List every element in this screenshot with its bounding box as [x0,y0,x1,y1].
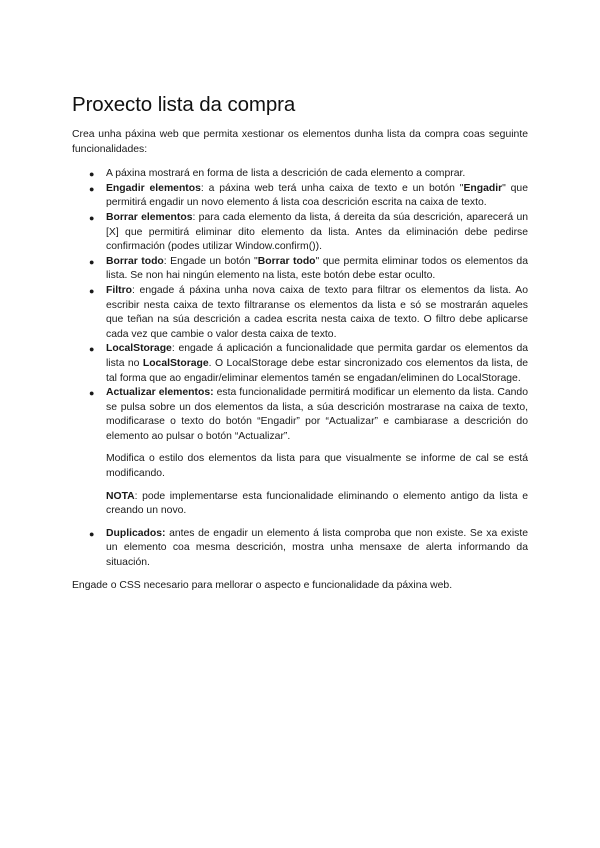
item-heading: Borrar todo [106,255,164,267]
list-item [89,527,528,571]
item-heading: LocalStorage [106,343,172,355]
list-item [89,167,528,182]
item-text: . O LocalStorage debe estar sincronizado cos elementos da lista, de tal forma que ao engadir/eliminar elementos tamén se engadan/eliminen do LocalStorage. [106,357,528,384]
list-item [89,284,528,342]
bullet-icon: ● [89,169,95,180]
item-text: : para cada elemento da lista, á dereita da súa descrición, aparecerá un [X] que permitirá eliminar dito elemento da lista. Antes da eliminación debe pedirse confirmación (podes utilizar Window.confirm()). [106,211,528,253]
feature-list [72,167,528,570]
bullet-icon: ● [89,212,95,223]
list-item [89,182,528,211]
note-label: NOTA [106,490,135,502]
bullet-icon: ● [89,183,95,194]
bullet-icon: ● [89,256,95,267]
item-emphasis: Engadir [463,182,503,194]
item-heading: Borrar elementos [106,211,193,223]
item-text: esta funcionalidade permitirá modificar un elemento da lista. Cando se pulsa sobre un dos elementos da lista, a súa descrición mostrarase na caixa de texto, modificarase o texto do botón “Engadir” por “Actualizar” e cambiarase a descrición do elemento ao pulsar o botón “Actualizar”. [106,387,528,442]
item-text: : engade á aplicación a funcionalidade que permita gardar os elementos da lista no [106,343,528,369]
bullet-icon: ● [89,528,95,539]
item-text: : a páxina web terá unha caixa de texto e un botón " [200,182,464,194]
item-emphasis: Borrar todo [257,255,316,267]
item-text: A páxina mostrará en forma de lista a descrición de cada elemento a comprar. [106,168,466,180]
closing-paragraph: Engade o CSS necesario para mellorar o aspecto e funcionalidade da páxina web. [72,579,453,591]
spacer [106,519,528,527]
list-item [89,211,528,255]
item-text: antes de engadir un elemento á lista comproba que non existe. Se xa existe un elemento coa mesma descrición, mostra unha mensaxe de alerta informando da situación. [106,527,528,569]
note-paragraph [106,490,528,519]
list-item [89,342,528,386]
item-text: : engade á páxina unha nova caixa de texto para filtrar os elementos da lista. Ao escribir nesta caixa de texto filtraranse os elementos da lista e só se mostrarán aqueles que teñan na súa descrición a cadea escrita nesta caixa de texto. O filtro debe aplicarse cada vez que cambie o valor desta caixa de texto. [106,284,528,340]
item-heading: Duplicados: [106,527,166,539]
list-item [89,255,528,284]
document-page [72,92,528,593]
item-text: " que permita eliminar todos os elementos da lista. Se non hai ningún elemento na lista, este botón debe estar oculto. [106,255,528,282]
note-text: : pode implementarse esta funcionalidade eliminando o elemento antigo da lista e creando un novo. [106,490,528,517]
item-text: " que permitirá engadir un novo elemento á lista coa descrición escrita na caixa de texto. [106,182,528,209]
item-subparagraph: Modifica o estilo dos elementos da lista para que visualmente se informe de cal se está modificando. [106,453,528,480]
item-heading: Engadir elementos [106,182,201,194]
item-heading: Filtro [106,284,132,296]
item-text: : Engade un botón " [163,255,258,267]
list-item [89,386,528,527]
intro-paragraph: Crea unha páxina web que permita xestionar os elementos dunha lista da compra coas seguinte funcionalidades: [72,129,528,155]
item-heading: Actualizar elementos: [106,387,214,399]
item-emphasis: LocalStorage [142,357,209,369]
bullet-icon: ● [89,388,95,399]
bullet-icon: ● [89,285,95,296]
bullet-icon: ● [89,344,95,355]
page-title: Proxecto lista da compra [72,93,296,116]
